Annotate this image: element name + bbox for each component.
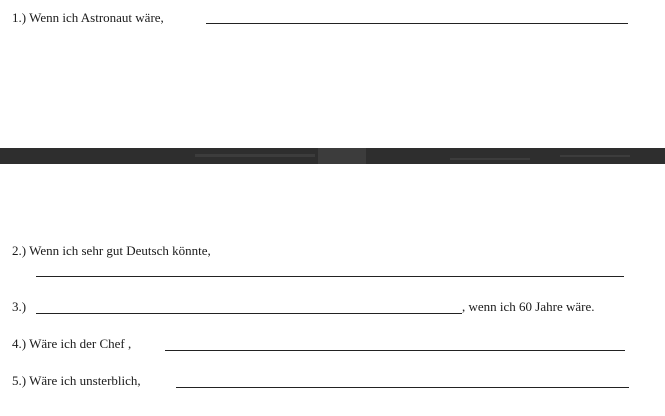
exercise-3-prompt: , wenn ich 60 Jahre wäre.	[462, 299, 595, 314]
exercise-2	[12, 243, 211, 259]
exercise-1-prompt: Wenn ich Astronaut wäre,	[29, 10, 164, 25]
exercise-1-answer-blank[interactable]	[206, 23, 628, 24]
exercise-3-number: 3.)	[12, 299, 27, 314]
exercise-1-number: 1.)	[12, 10, 27, 25]
exercise-5-prompt: Wäre ich unsterblich,	[29, 373, 141, 388]
exercise-4-number: 4.)	[12, 336, 27, 351]
exercise-4	[12, 336, 131, 352]
scan-divider-strip	[0, 148, 665, 164]
exercise-5-answer-blank[interactable]	[176, 387, 629, 388]
exercise-4-prompt: Wäre ich der Chef ,	[29, 336, 132, 351]
exercise-3-answer-blank[interactable]	[36, 313, 462, 314]
exercise-2-answer-blank[interactable]	[36, 276, 624, 277]
exercise-2-number: 2.)	[12, 243, 27, 258]
exercise-5-number: 5.)	[12, 373, 27, 388]
exercise-1	[12, 10, 164, 26]
exercise-3-number-line	[12, 299, 26, 315]
exercise-3-suffix	[462, 299, 594, 315]
exercise-2-prompt: Wenn ich sehr gut Deutsch könnte,	[29, 243, 211, 258]
exercise-5	[12, 373, 141, 389]
exercise-4-answer-blank[interactable]	[165, 350, 625, 351]
